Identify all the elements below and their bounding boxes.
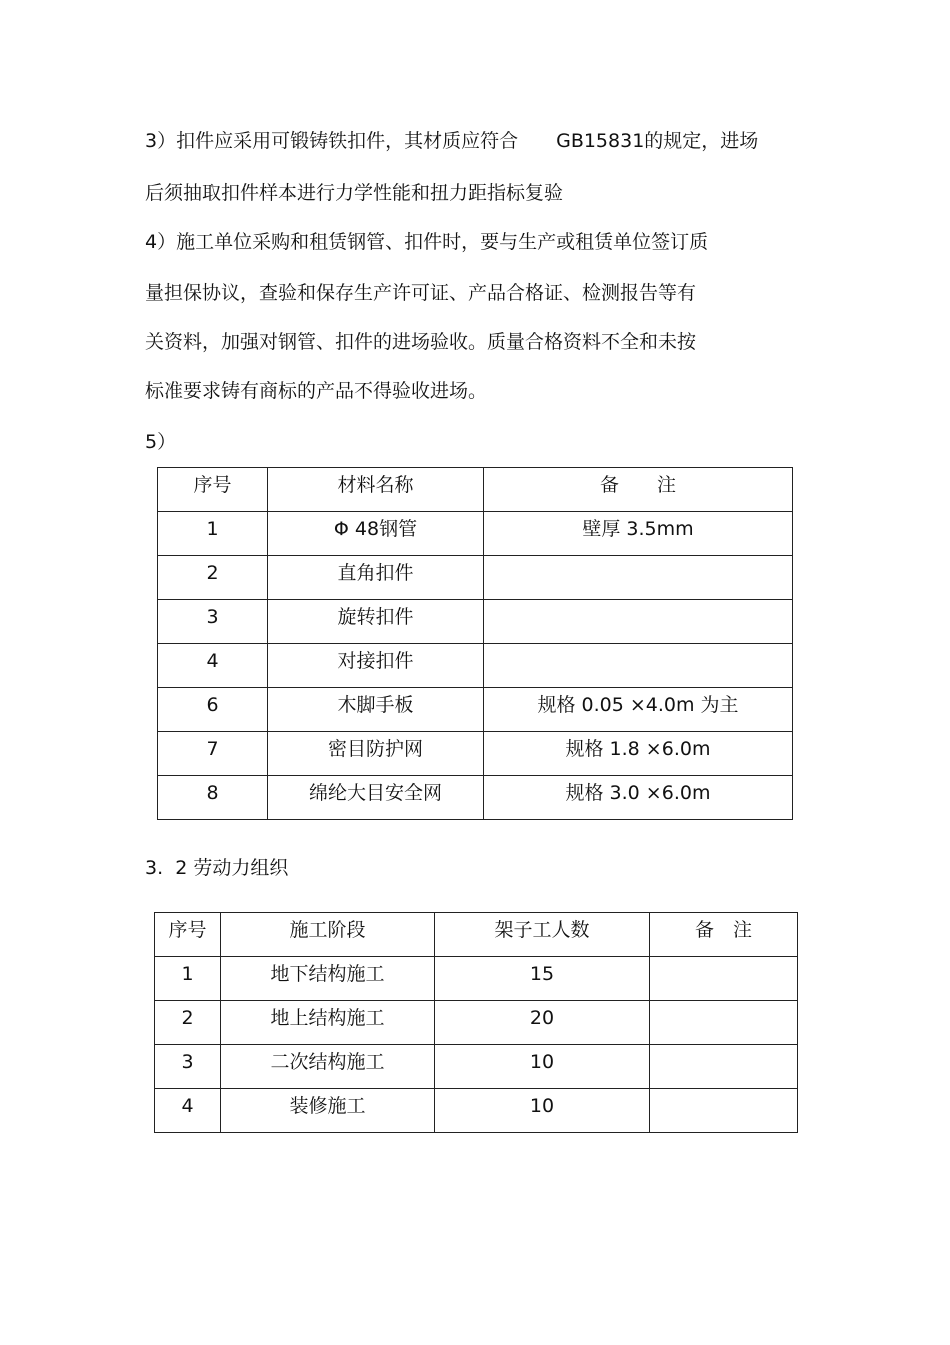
table-row [155,957,798,1001]
table-row [158,512,793,556]
table-row [155,1045,798,1089]
table-row [158,556,793,600]
table-cell: 3 [158,600,268,644]
table-row [158,732,793,776]
paragraph-4-line-4: 标准要求铸有商标的产品不得验收进场。 [145,380,488,402]
labor-table [154,912,798,1133]
table-cell [484,556,793,600]
table-cell: 10 [435,1045,650,1089]
table-cell: 10 [435,1089,650,1133]
table-cell: 6 [158,688,268,732]
table-cell [650,1001,798,1045]
section-heading: 3. 2 劳动力组织 [145,857,289,879]
table-cell [650,957,798,1001]
table-header-row [155,913,798,957]
table-cell: 旋转扣件 [268,600,484,644]
table-cell: 规格 0.05 ×4.0m 为主 [484,688,793,732]
header-cell: 序号 [155,913,221,957]
table-cell: 规格 1.8 ×6.0m [484,732,793,776]
table-cell [484,644,793,688]
table-cell: 密目防护网 [268,732,484,776]
table-row [158,644,793,688]
table-cell: 1 [155,957,221,1001]
table-cell: 装修施工 [221,1089,435,1133]
table-cell [484,600,793,644]
table-cell: 7 [158,732,268,776]
paragraph-5-label: 5） [145,431,177,453]
table-cell: 20 [435,1001,650,1045]
materials-table [157,467,793,820]
table-header-row [158,468,793,512]
paragraph-4-line-3: 关资料，加强对钢管、扣件的进场验收。质量合格资料不全和未按 [145,331,697,353]
table-cell [650,1089,798,1133]
table-cell: 4 [155,1089,221,1133]
table-cell: 直角扣件 [268,556,484,600]
paragraph-4-line-1: 4）施工单位采购和租赁钢管、扣件时，要与生产或租赁单位签订质 [145,231,709,253]
table-cell: 地下结构施工 [221,957,435,1001]
table-row [155,1089,798,1133]
table-cell: 对接扣件 [268,644,484,688]
table-cell: 二次结构施工 [221,1045,435,1089]
paragraph-3-line-1: 3）扣件应采用可锻铸铁扣件，其材质应符合 GB15831的规定，进场 [145,130,759,152]
header-cell: 备 注 [650,913,798,957]
table-cell: 壁厚 3.5mm [484,512,793,556]
table-cell: 8 [158,776,268,820]
table-row [158,600,793,644]
table-cell: 3 [155,1045,221,1089]
table-cell: 15 [435,957,650,1001]
table-cell: 木脚手板 [268,688,484,732]
table-row [158,776,793,820]
header-cell: 架子工人数 [435,913,650,957]
table-row [155,1001,798,1045]
paragraph-3-line-2: 后须抽取扣件样本进行力学性能和扭力距指标复验 [145,182,564,204]
header-cell: 材料名称 [268,468,484,512]
table-cell: 4 [158,644,268,688]
header-cell: 施工阶段 [221,913,435,957]
paragraph-4-line-2: 量担保协议，查验和保存生产许可证、产品合格证、检测报告等有 [145,282,697,304]
table-cell: 2 [158,556,268,600]
table-cell: 1 [158,512,268,556]
header-cell: 序号 [158,468,268,512]
table-cell: 2 [155,1001,221,1045]
table-cell: 地上结构施工 [221,1001,435,1045]
header-cell: 备 注 [484,468,793,512]
table-cell: 规格 3.0 ×6.0m [484,776,793,820]
table-cell: 绵纶大目安全网 [268,776,484,820]
table-cell: Φ 48钢管 [268,512,484,556]
table-cell [650,1045,798,1089]
table-row [158,688,793,732]
